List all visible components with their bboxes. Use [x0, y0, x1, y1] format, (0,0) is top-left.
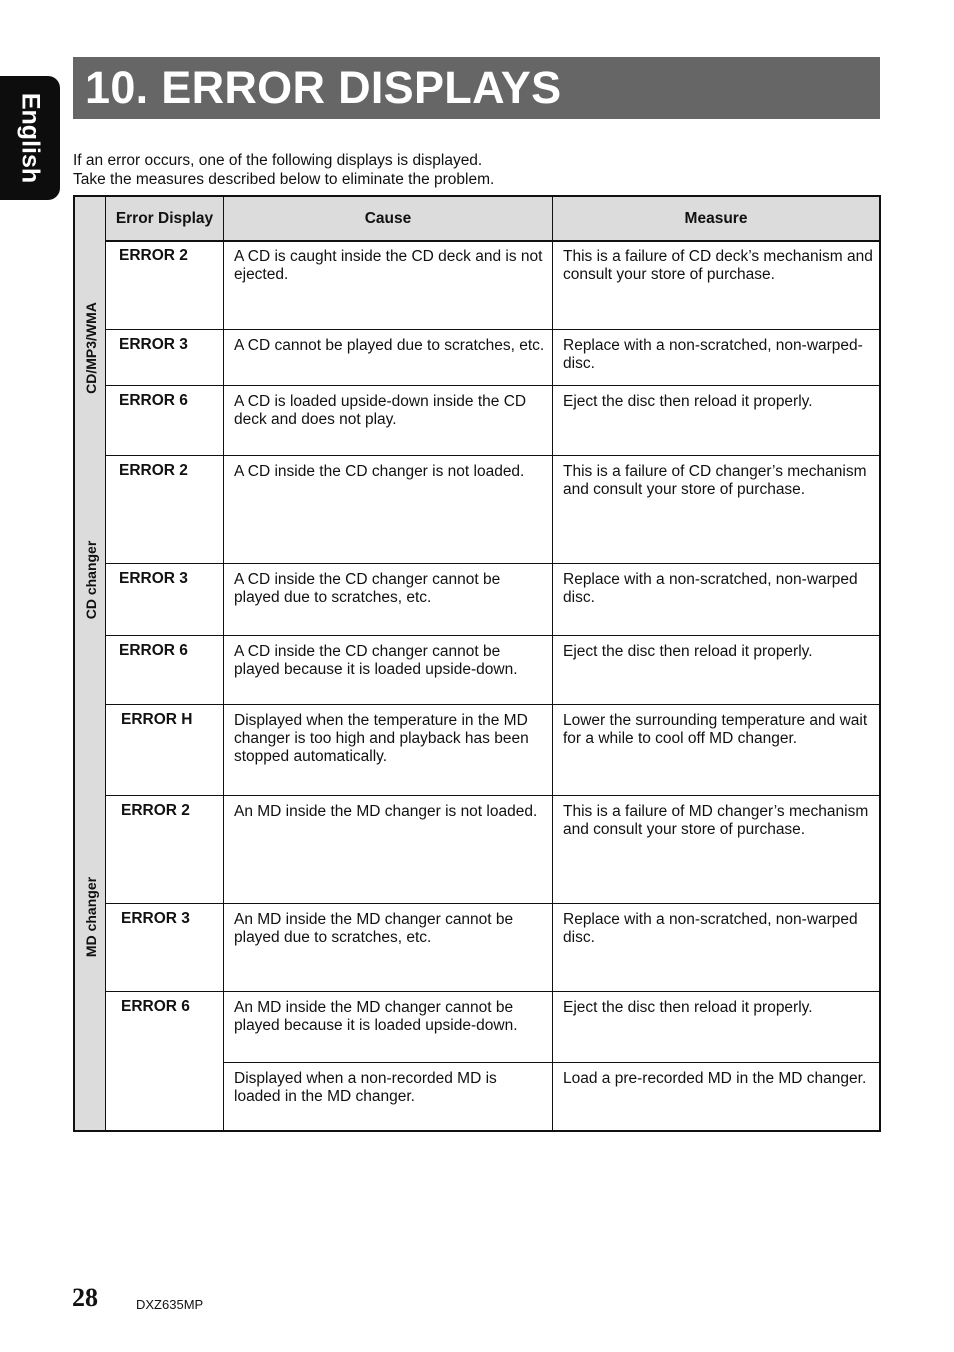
error-code: ERROR H [121, 711, 193, 728]
model-number: DXZ635MP [136, 1297, 204, 1312]
group-label-cell [75, 455, 105, 704]
measure-text: Replace with a non-scratched, non-warped disc. [563, 571, 858, 606]
page-title: 10. ERROR DISPLAYS [85, 62, 562, 113]
measure-text: Eject the disc then reload it properly. [563, 999, 813, 1016]
error-code: ERROR 2 [119, 462, 188, 479]
cause-text: A CD is loaded upside-down inside the CD deck and does not play. [234, 393, 527, 428]
measure-text: Load a pre-recorded MD in the MD changer. [563, 1070, 867, 1087]
cause-text: A CD inside the CD changer is not loaded. [234, 463, 525, 480]
row-divider [105, 329, 879, 330]
measure-text: This is a failure of MD changer’s mechanism and consult your store of purchase. [563, 803, 869, 838]
measure-text: Replace with a non-scratched, non-warped-disc. [563, 337, 863, 372]
cause-text: Displayed when the temperature in the MD changer is too high and playback has been stopped automatically. [234, 712, 529, 765]
row-divider [105, 635, 879, 636]
cause-text: A CD is caught inside the CD deck and is not ejected. [234, 248, 543, 283]
error-code: ERROR 3 [121, 910, 190, 927]
page-number: 28 [72, 1283, 98, 1312]
intro-text [73, 152, 494, 189]
intro-line-2: Take the measures described below to eliminate the problem. [73, 170, 495, 188]
measure-text: Lower the surrounding temperature and wait for a while to cool off MD changer. [563, 712, 868, 747]
row-divider [105, 563, 879, 564]
measure-text: This is a failure of CD changer’s mechanism and consult your store of purchase. [563, 463, 867, 498]
error-code: ERROR 3 [119, 336, 188, 353]
row-divider [223, 1062, 879, 1063]
group-divider [75, 704, 879, 705]
cause-text: Displayed when a non-recorded MD is loaded in the MD changer. [234, 1070, 497, 1105]
error-code: ERROR 2 [119, 247, 188, 264]
cause-text: An MD inside the MD changer is not loaded. [234, 803, 538, 820]
error-code: ERROR 6 [121, 998, 190, 1015]
intro-line-1: If an error occurs, one of the following displays is displayed. [73, 152, 483, 169]
cause-text: A CD cannot be played due to scratches, etc. [234, 337, 545, 354]
error-code: ERROR 3 [119, 570, 188, 587]
group-label: CD/MP3/WMA [83, 301, 99, 394]
error-code: ERROR 6 [119, 642, 188, 659]
group-label-cell [75, 240, 105, 455]
group-label-cell [75, 704, 105, 1130]
measure-text: Replace with a non-scratched, non-warped disc. [563, 911, 858, 946]
row-divider [105, 385, 879, 386]
language-tab [0, 76, 60, 200]
row-divider [105, 795, 879, 796]
error-code: ERROR 6 [119, 392, 188, 409]
row-divider [105, 991, 879, 992]
header-error-display: Error Display [115, 210, 214, 227]
header-cause: Cause [364, 210, 412, 227]
group-label: CD changer [83, 540, 99, 619]
cause-text: An MD inside the MD changer cannot be played because it is loaded upside-down. [234, 999, 518, 1034]
group-divider [75, 455, 879, 456]
cause-text: An MD inside the MD changer cannot be played due to scratches, etc. [234, 911, 514, 946]
language-tab-label: English [16, 92, 45, 184]
measure-text: Eject the disc then reload it properly. [563, 393, 813, 410]
header-measure: Measure [684, 210, 748, 227]
table-header [75, 197, 879, 242]
group-label: MD changer [83, 876, 99, 958]
measure-text: Eject the disc then reload it properly. [563, 643, 813, 660]
error-code: ERROR 2 [121, 802, 190, 819]
row-divider [105, 903, 879, 904]
cause-text: A CD inside the CD changer cannot be played because it is loaded upside-down. [234, 643, 518, 678]
title-bar [73, 57, 880, 119]
measure-text: This is a failure of CD deck’s mechanism and consult your store of purchase. [563, 248, 873, 283]
error-table [73, 195, 881, 1132]
cause-text: A CD inside the CD changer cannot be played due to scratches, etc. [234, 571, 501, 606]
